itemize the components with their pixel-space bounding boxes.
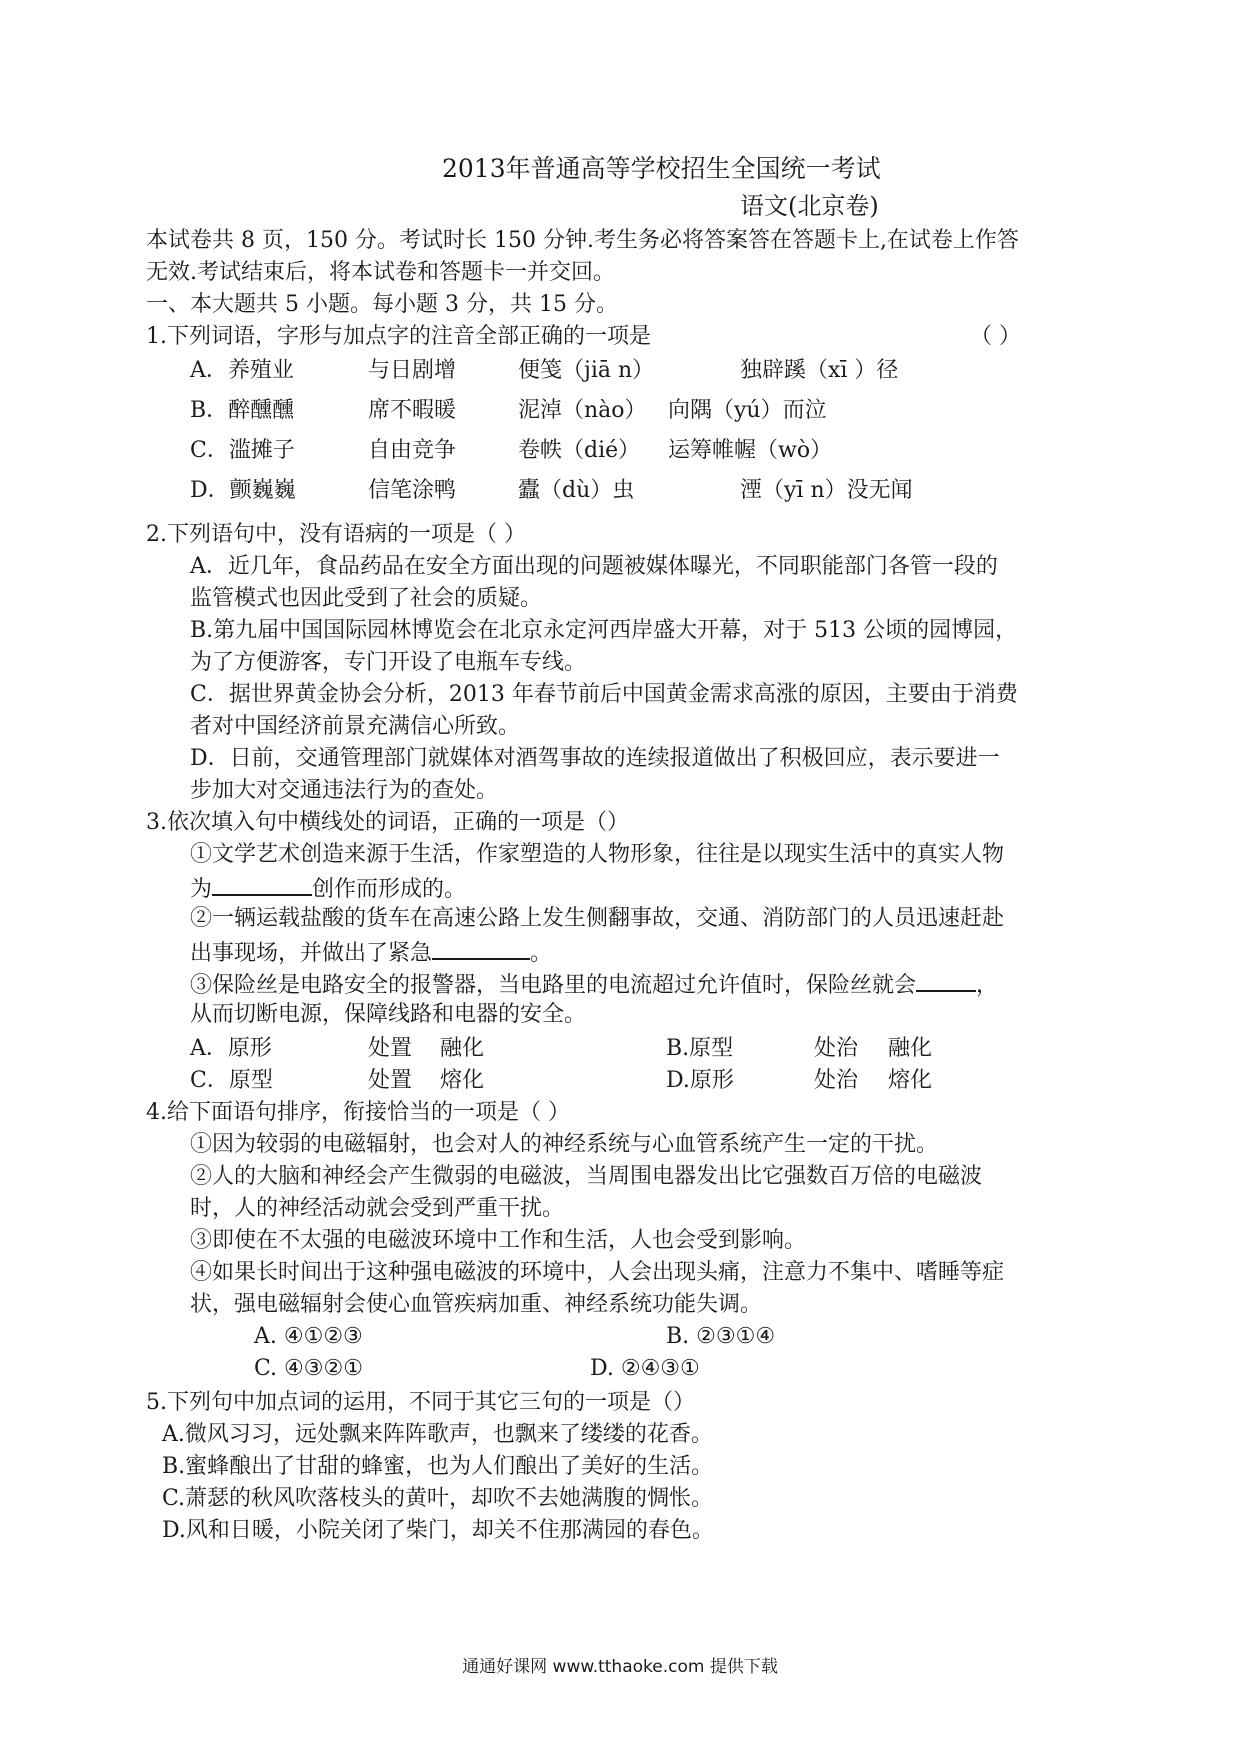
- q4-line: ②人的大脑和神经会产生微弱的电磁波，当周围电器发出比它强数百万倍的电磁波: [190, 1164, 983, 1189]
- q2-line: C．据世界黄金协会分析，2013 年春节前后中国黄金需求高涨的原因，主要由于消费: [190, 682, 1018, 707]
- q4-option: C. ④③②①: [254, 1356, 363, 1381]
- q3-option: D.原形: [666, 1068, 734, 1093]
- q1-option-word: 信笔涂鸭: [368, 478, 457, 503]
- q2-line: 为了方便游客，专门开设了电瓶车专线。: [190, 650, 587, 675]
- q1-option-word: 泥淖（nào）: [518, 398, 647, 423]
- q2-line: 监管模式也因此受到了社会的质疑。: [190, 586, 543, 611]
- q3-sentence: ②一辆运载盐酸的货车在高速公路上发生侧翻事故，交通、消防部门的人员迅速赶赴: [190, 906, 1005, 931]
- q2-line: 步加大对交通违法行为的查处。: [190, 778, 499, 803]
- q1-option-word: 运筹帷幄（wò）: [668, 438, 833, 463]
- q3-option: 熔化: [440, 1068, 485, 1093]
- question-1-stem: 1.下列词语，字形与加点字的注音全部正确的一项是: [146, 324, 651, 349]
- q3-text: 。: [530, 941, 553, 966]
- q4-line: ①因为较弱的电磁辐射，也会对人的神经系统与心血管系统产生一定的干扰。: [190, 1132, 939, 1157]
- q3-option: 处置: [368, 1036, 413, 1061]
- q3-option: 处治: [814, 1036, 859, 1061]
- question-5-stem: 5.下列句中加点词的运用，不同于其它三句的一项是（）: [146, 1390, 695, 1415]
- q3-sentence: [190, 968, 998, 1001]
- intro-line: 本试卷共 8 页，150 分。考试时长 150 分钟.考生务必将答案答在答题卡上,在试卷上作答: [146, 228, 1019, 253]
- q4-line: 时，人的神经活动就会受到严重干扰。: [190, 1196, 565, 1221]
- q5-option: A.微风习习，远处飘来阵阵歌声，也飘来了缕缕的花香。: [162, 1422, 713, 1447]
- q1-option-word: 向隅（yú）而泣: [668, 398, 827, 423]
- q2-line: A．近几年，食品药品在安全方面出现的问题被媒体曝光，不同职能部门各管一段的: [190, 554, 998, 579]
- footer-credit: 通通好课网 www.tthaoke.com 提供下载: [462, 1657, 778, 1677]
- q3-option: 熔化: [888, 1068, 933, 1093]
- q4-line: ④如果长时间出于这种强电磁波的环境中，人会出现头痛，注意力不集中、嗜睡等症: [190, 1260, 1005, 1285]
- q3-text: ③保险丝是电路安全的报警器，当电路里的电流超过允许值时，保险丝就会: [190, 973, 917, 998]
- q3-option: C．原型: [190, 1068, 273, 1093]
- q3-text: 出事现场，并做出了紧急: [190, 941, 433, 966]
- q3-option: 融化: [440, 1036, 485, 1061]
- q1-option-word: C．滥摊子: [190, 438, 295, 463]
- fill-blank[interactable]: [212, 872, 312, 896]
- section-heading: 一、本大题共 5 小题。每小题 3 分，共 15 分。: [146, 292, 618, 317]
- q4-option: D. ②④③①: [590, 1356, 700, 1381]
- q3-option: 处治: [814, 1068, 859, 1093]
- intro-line: 无效.考试结束后，将本试卷和答题卡一并交回。: [146, 260, 615, 285]
- fill-blank[interactable]: [916, 968, 976, 992]
- question-2-stem: 2.下列语句中，没有语病的一项是（ ）: [146, 522, 526, 547]
- q1-option-word: 便笺（jiā n）: [518, 358, 655, 383]
- q3-option: A．原形: [190, 1036, 272, 1061]
- q5-option: D.风和日暖，小院关闭了柴门，却关不住那满园的春色。: [162, 1518, 714, 1543]
- exam-subtitle: 语文(北京卷): [740, 192, 879, 220]
- q4-line: 状，强电磁辐射会使心血管疾病加重、神经系统功能失调。: [190, 1292, 763, 1317]
- q2-line: B.第九届中国国际园林博览会在北京永定河西岸盛大开幕，对于 513 公顷的园博园，: [190, 618, 1018, 643]
- question-3-stem: 3.依次填入句中横线处的词语，正确的一项是（）: [146, 810, 629, 835]
- q3-option: 处置: [368, 1068, 413, 1093]
- q5-option: C.萧瑟的秋风吹落枝头的黄叶，却吹不去她满腹的惆怅。: [162, 1486, 714, 1511]
- q3-option: B.原型: [666, 1036, 734, 1061]
- q1-option-word: 与日剧增: [368, 358, 457, 383]
- q1-option-word: B．醉醺醺: [190, 398, 295, 423]
- exam-title: 2013年普通高等学校招生全国统一考试: [442, 154, 881, 183]
- q1-option-word: 独辟蹊（xī ）径: [740, 358, 899, 383]
- question-4-stem: 4.给下面语句排序，衔接恰当的一项是（ ）: [146, 1100, 570, 1125]
- answer-bracket: （ ）: [970, 324, 1021, 349]
- q3-sentence: [190, 936, 552, 969]
- q2-line: D．日前，交通管理部门就媒体对酒驾事故的连续报道做出了积极回应，表示要进一: [190, 746, 1000, 771]
- q2-line: 者对中国经济前景充满信心所致。: [190, 714, 521, 739]
- q1-option-word: A．养殖业: [190, 358, 294, 383]
- q3-text: 创作而形成的。: [312, 877, 467, 902]
- q3-text: 为: [190, 877, 213, 902]
- fill-blank[interactable]: [432, 936, 530, 960]
- q1-option-word: 蠹（dù）虫: [518, 478, 635, 503]
- q3-sentence: [190, 872, 466, 905]
- q3-sentence: ①文学艺术创造来源于生活，作家塑造的人物形象，往往是以现实生活中的真实人物: [190, 842, 1005, 867]
- q4-option: B. ②③①④: [666, 1324, 776, 1349]
- q4-option: A. ④①②③: [254, 1324, 363, 1349]
- q1-option-word: 自由竞争: [368, 438, 457, 463]
- q3-text: ，: [976, 973, 999, 998]
- q3-sentence: 从而切断电源，保障线路和电器的安全。: [190, 1002, 587, 1027]
- q1-option-word: D．颤巍巍: [190, 478, 296, 503]
- q3-option: 融化: [888, 1036, 933, 1061]
- q5-option: B.蜜蜂酿出了甘甜的蜂蜜，也为人们酿出了美好的生活。: [162, 1454, 714, 1479]
- q1-option-word: 卷帙（dié）: [518, 438, 641, 463]
- q4-line: ③即使在不太强的电磁波环境中工作和生活，人也会受到影响。: [190, 1228, 807, 1253]
- q1-option-word: 湮（yī n）没无闻: [740, 478, 913, 503]
- q1-option-word: 席不暇暖: [368, 398, 457, 423]
